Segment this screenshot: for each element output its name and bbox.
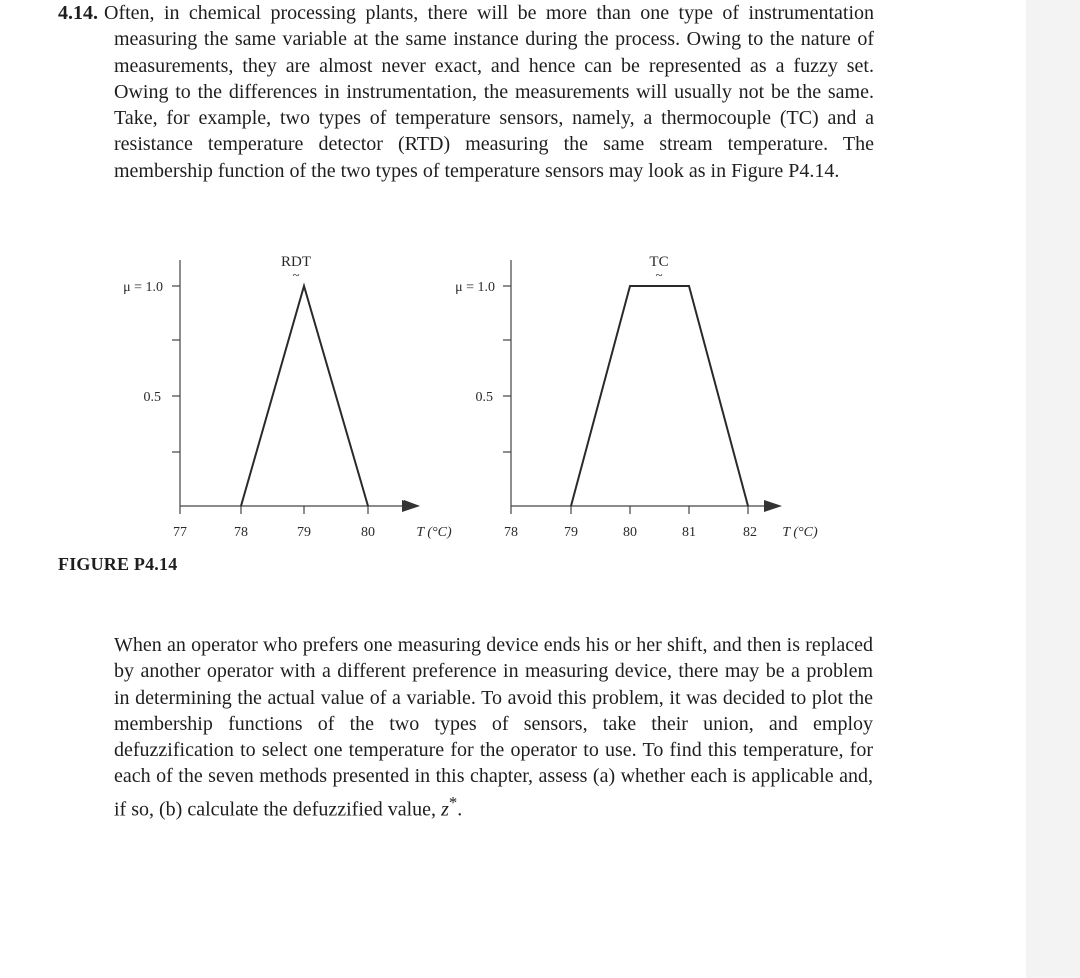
- left-x-tick-label-77: 77: [173, 525, 187, 540]
- paragraph-2-end: .: [457, 798, 463, 821]
- left-x-tick-label-78: 78: [234, 525, 248, 540]
- right-x-tick-label-81: 81: [682, 525, 696, 540]
- left-x-arrowhead: [402, 500, 420, 512]
- problem-text: Often, in chemical processing plants, there will be more than one type of instrumentation measuring the same variable at the same instance during the process. Owing to the nature of measurements, they are almost never exact, and hence can be represented as a fuzzy set. Owing to the differences in instrumentation, the measurements will usually not be the same. Take, for example, two types of temperature sensors, namely, a thermocouple (TC) and a resistance temperature detector (RTD) measuring the same stream temperature. The membership function of the two types of temperature sensors may look as in Figure P4.14.: [104, 2, 874, 182]
- right-x-axis-label: T (°C): [782, 525, 818, 540]
- rdt-membership-line: [241, 286, 368, 506]
- z-symbol: z: [441, 798, 449, 821]
- tc-set-label: TC: [649, 254, 669, 270]
- right-x-arrowhead: [764, 500, 782, 512]
- problem-number: 4.14.: [58, 2, 98, 24]
- right-mu-top-label: μ = 1.0: [455, 280, 495, 295]
- right-plot-axes: [503, 260, 765, 514]
- right-x-tick-label-80: 80: [623, 525, 637, 540]
- tc-membership-line: [571, 286, 748, 506]
- right-mu-mid-label: 0.5: [475, 390, 493, 405]
- figure-caption: FIGURE P4.14: [58, 554, 178, 574]
- z-star: *: [448, 792, 458, 812]
- left-mu-top-label: μ = 1.0: [123, 280, 163, 295]
- right-x-tick-label-78: 78: [504, 525, 518, 540]
- left-x-axis-label: T (°C): [416, 525, 452, 540]
- rdt-set-tilde: ~: [292, 267, 300, 282]
- left-x-tick-label-80: 80: [361, 525, 375, 540]
- rdt-set-label: RDT: [281, 254, 311, 270]
- paragraph-2-text: When an operator who prefers one measuring device ends his or her shift, and then is replaced by another operator with a different preference in measuring device, there may be a problem in determining the actual value of a variable. To avoid this problem, it was decided to plot the membership functions of the two types of sensors, take their union, and employ defuzzification to select one temperature for the operator to use. To find this temperature, for each of the seven methods presented in this chapter, assess (a) whether each is applicable and, if so, (b) calculate the defuzzified value,: [114, 634, 873, 821]
- right-x-tick-label-79: 79: [564, 525, 578, 540]
- problem-paragraph-2: [114, 632, 873, 823]
- tc-set-tilde: ~: [655, 267, 663, 282]
- left-mu-mid-label: 0.5: [143, 390, 161, 405]
- right-x-tick-label-82: 82: [743, 525, 757, 540]
- left-x-tick-label-79: 79: [297, 525, 311, 540]
- left-plot-axes: [172, 260, 405, 514]
